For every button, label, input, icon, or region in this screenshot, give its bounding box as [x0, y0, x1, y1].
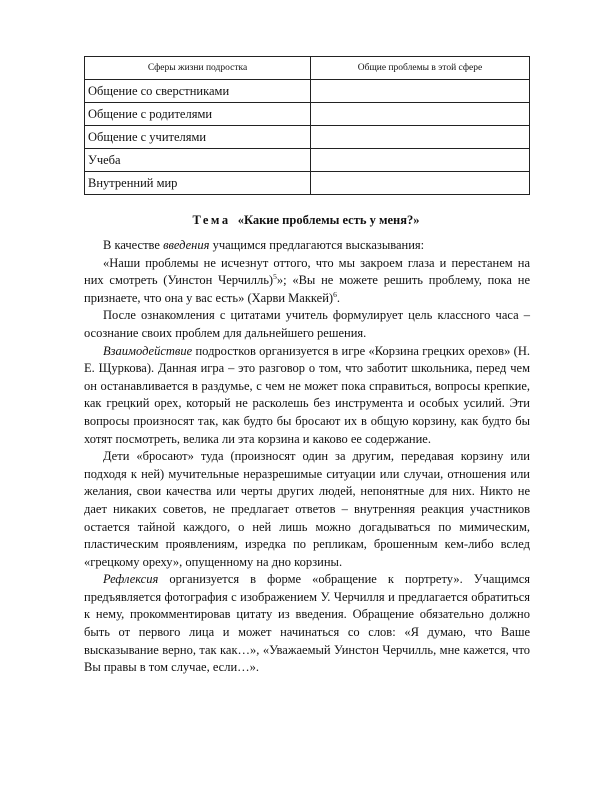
table-row	[85, 126, 530, 149]
sphere-cell: Общение со сверстниками	[85, 80, 311, 103]
table-row	[85, 80, 530, 103]
interaction-text: подростков организуется в игре «Корзина грецких орехов» (Н. Е. Щуркова). Данная игра – это разговор о том, что заботит школьника, перед чем он останавливается в раздумье, с чем не может пока справиться, вопросы крепкие, как грецкий орех, который не расколешь без инструмента и особых усилий. Эти вопросы произносят так, как будто бы бросают их в общую корзину, как будто бы хотят посмотреть, велика ли эта корзина и каково ее содержание.	[84, 343, 530, 446]
footnote-ref: 6	[333, 289, 337, 299]
problems-cell	[311, 126, 530, 149]
header-spheres: Сферы жизни подростка	[85, 57, 311, 80]
topic-title: «Какие проблемы есть у меня?»	[237, 213, 420, 227]
problems-cell	[311, 103, 530, 126]
intro-paragraph	[84, 237, 530, 255]
intro-emphasis: введения	[163, 238, 210, 252]
quote-mackay: »; «Вы не можете решить проблему, пока не признаете, что она у вас есть» (Харви Маккей)	[84, 273, 530, 305]
goal-paragraph: После ознакомления с цитатами учитель формулирует цель классного часа – осознание своих проблем для дальнейшего решения.	[84, 308, 530, 340]
sphere-cell: Общение с учителями	[85, 126, 311, 149]
table-row	[85, 103, 530, 126]
sphere-cell: Учеба	[85, 149, 311, 172]
header-problems: Общие проблемы в этой сфере	[311, 57, 530, 80]
life-spheres-table	[84, 56, 530, 195]
footnote-ref: 5	[273, 272, 277, 282]
body-text	[84, 237, 530, 677]
intro-text-end: учащимся предлагаются высказывания:	[209, 238, 425, 252]
interaction-paragraph	[84, 343, 530, 449]
quotes-paragraph	[84, 255, 530, 308]
interaction-emphasis: Взаимодействие	[103, 343, 193, 358]
quote-churchill: «Наши проблемы не исчезнут оттого, что мы закроем глаза и перестанем на них смотреть (Уинстон Черчилль)	[84, 255, 530, 288]
game-paragraph: Дети «бросают» туда (произносят один за другим, передавая корзину или подходя к ней) мучительные неразрешимые ситуации или случаи, отношения или желания, свои качества или черты других людей, непонятные для них. Никто не дает никаких советов, не предлагает ответов – внутренняя реакция участников остается тайной каждого, о ней лишь можно догадываться по мимическим, пластическим проявлениям, изредка по репликам, брошенным кем-либо вслед «грецкому ореху», опущенному на дно корзины.	[84, 449, 530, 569]
reflection-paragraph	[84, 571, 530, 677]
sphere-cell: Внутренний мир	[85, 172, 311, 195]
table-row	[85, 172, 530, 195]
sphere-cell: Общение с родителями	[85, 103, 311, 126]
intro-text: В качестве	[103, 238, 164, 252]
reflection-text: организуется в форме «обращение к портрету». Учащимся предъявляется фотография с изображением У. Черчилля и предлагается обратиться к нему, прокомментировав цитату из введения. Обращение обязательно должно быть от первого лица и может начинаться со слов: «Я думаю, что Ваше высказывание верно, так как…», «Уважаемый Уинстон Черчилль, мне кажется, что Вы правы в том случае, если…».	[84, 572, 530, 675]
table-row	[85, 149, 530, 172]
topic-label: Тема	[192, 213, 231, 227]
quote-end: .	[336, 290, 340, 305]
problems-cell	[311, 149, 530, 172]
problems-cell	[311, 80, 530, 103]
table-header-row	[85, 57, 530, 80]
reflection-emphasis: Рефлексия	[103, 572, 159, 587]
topic-heading	[0, 213, 612, 228]
problems-cell	[311, 172, 530, 195]
